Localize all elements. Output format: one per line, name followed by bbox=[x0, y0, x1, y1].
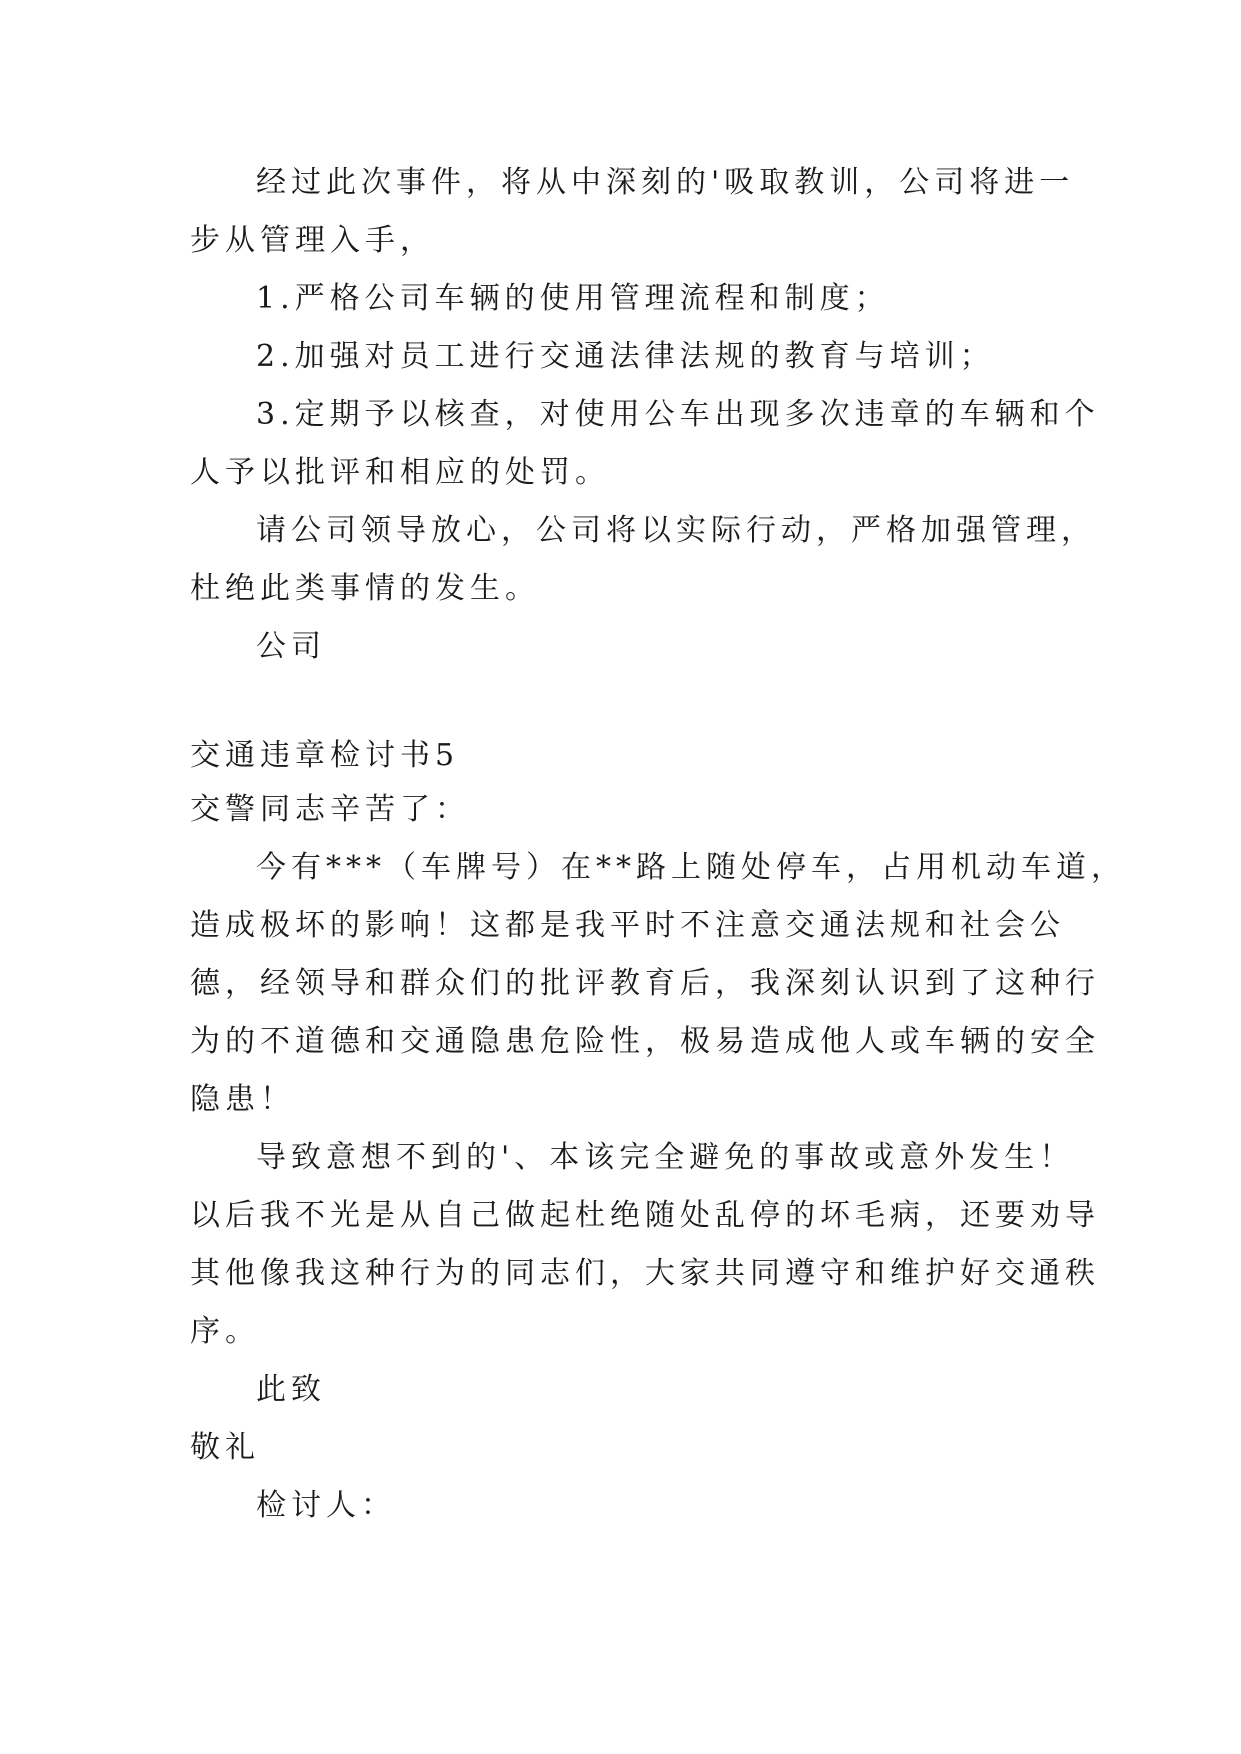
paragraph-line: 隐患！ bbox=[190, 1082, 295, 1117]
list-item: 3.定期予以核查，对使用公车出现多次违章的车辆和个 bbox=[256, 397, 1100, 432]
list-item: 2.加强对员工进行交通法律法规的教育与培训； bbox=[256, 339, 995, 374]
paragraph-line: 请公司领导放心，公司将以实际行动，严格加强管理， bbox=[256, 513, 1096, 548]
paragraph-line: 造成极坏的影响！这都是我平时不注意交通法规和社会公 bbox=[190, 908, 1065, 943]
paragraph-line: 经过此次事件，将从中深刻的'吸取教训，公司将进一 bbox=[256, 165, 1075, 200]
section-title: 交通违章检讨书5 bbox=[190, 738, 460, 773]
list-item: 1.严格公司车辆的使用管理流程和制度； bbox=[256, 281, 890, 316]
list-item-continuation: 人予以批评和相应的处罚。 bbox=[190, 455, 610, 490]
paragraph-line: 其他像我这种行为的同志们，大家共同遵守和维护好交通秩 bbox=[190, 1256, 1100, 1291]
closing-line: 此致 bbox=[256, 1372, 326, 1407]
paragraph-line: 为的不道德和交通隐患危险性，极易造成他人或车辆的安全 bbox=[190, 1024, 1100, 1059]
signature-company: 公司 bbox=[256, 629, 326, 664]
paragraph-line: 德，经领导和群众们的批评教育后，我深刻认识到了这种行 bbox=[190, 966, 1100, 1001]
paragraph-line: 今有***（车牌号）在**路上随处停车，占用机动车道， bbox=[256, 850, 1126, 885]
paragraph-line: 序。 bbox=[190, 1314, 260, 1349]
paragraph-line: 以后我不光是从自己做起杜绝随处乱停的坏毛病，还要劝导 bbox=[190, 1198, 1100, 1233]
salutation: 交警同志辛苦了： bbox=[190, 792, 470, 827]
paragraph-line: 杜绝此类事情的发生。 bbox=[190, 571, 540, 606]
signer-label: 检讨人： bbox=[256, 1488, 396, 1523]
closing-line: 敬礼 bbox=[190, 1430, 260, 1465]
paragraph-line: 导致意想不到的'、本该完全避免的事故或意外发生！ bbox=[256, 1140, 1075, 1175]
paragraph-line: 步从管理入手， bbox=[190, 223, 435, 258]
